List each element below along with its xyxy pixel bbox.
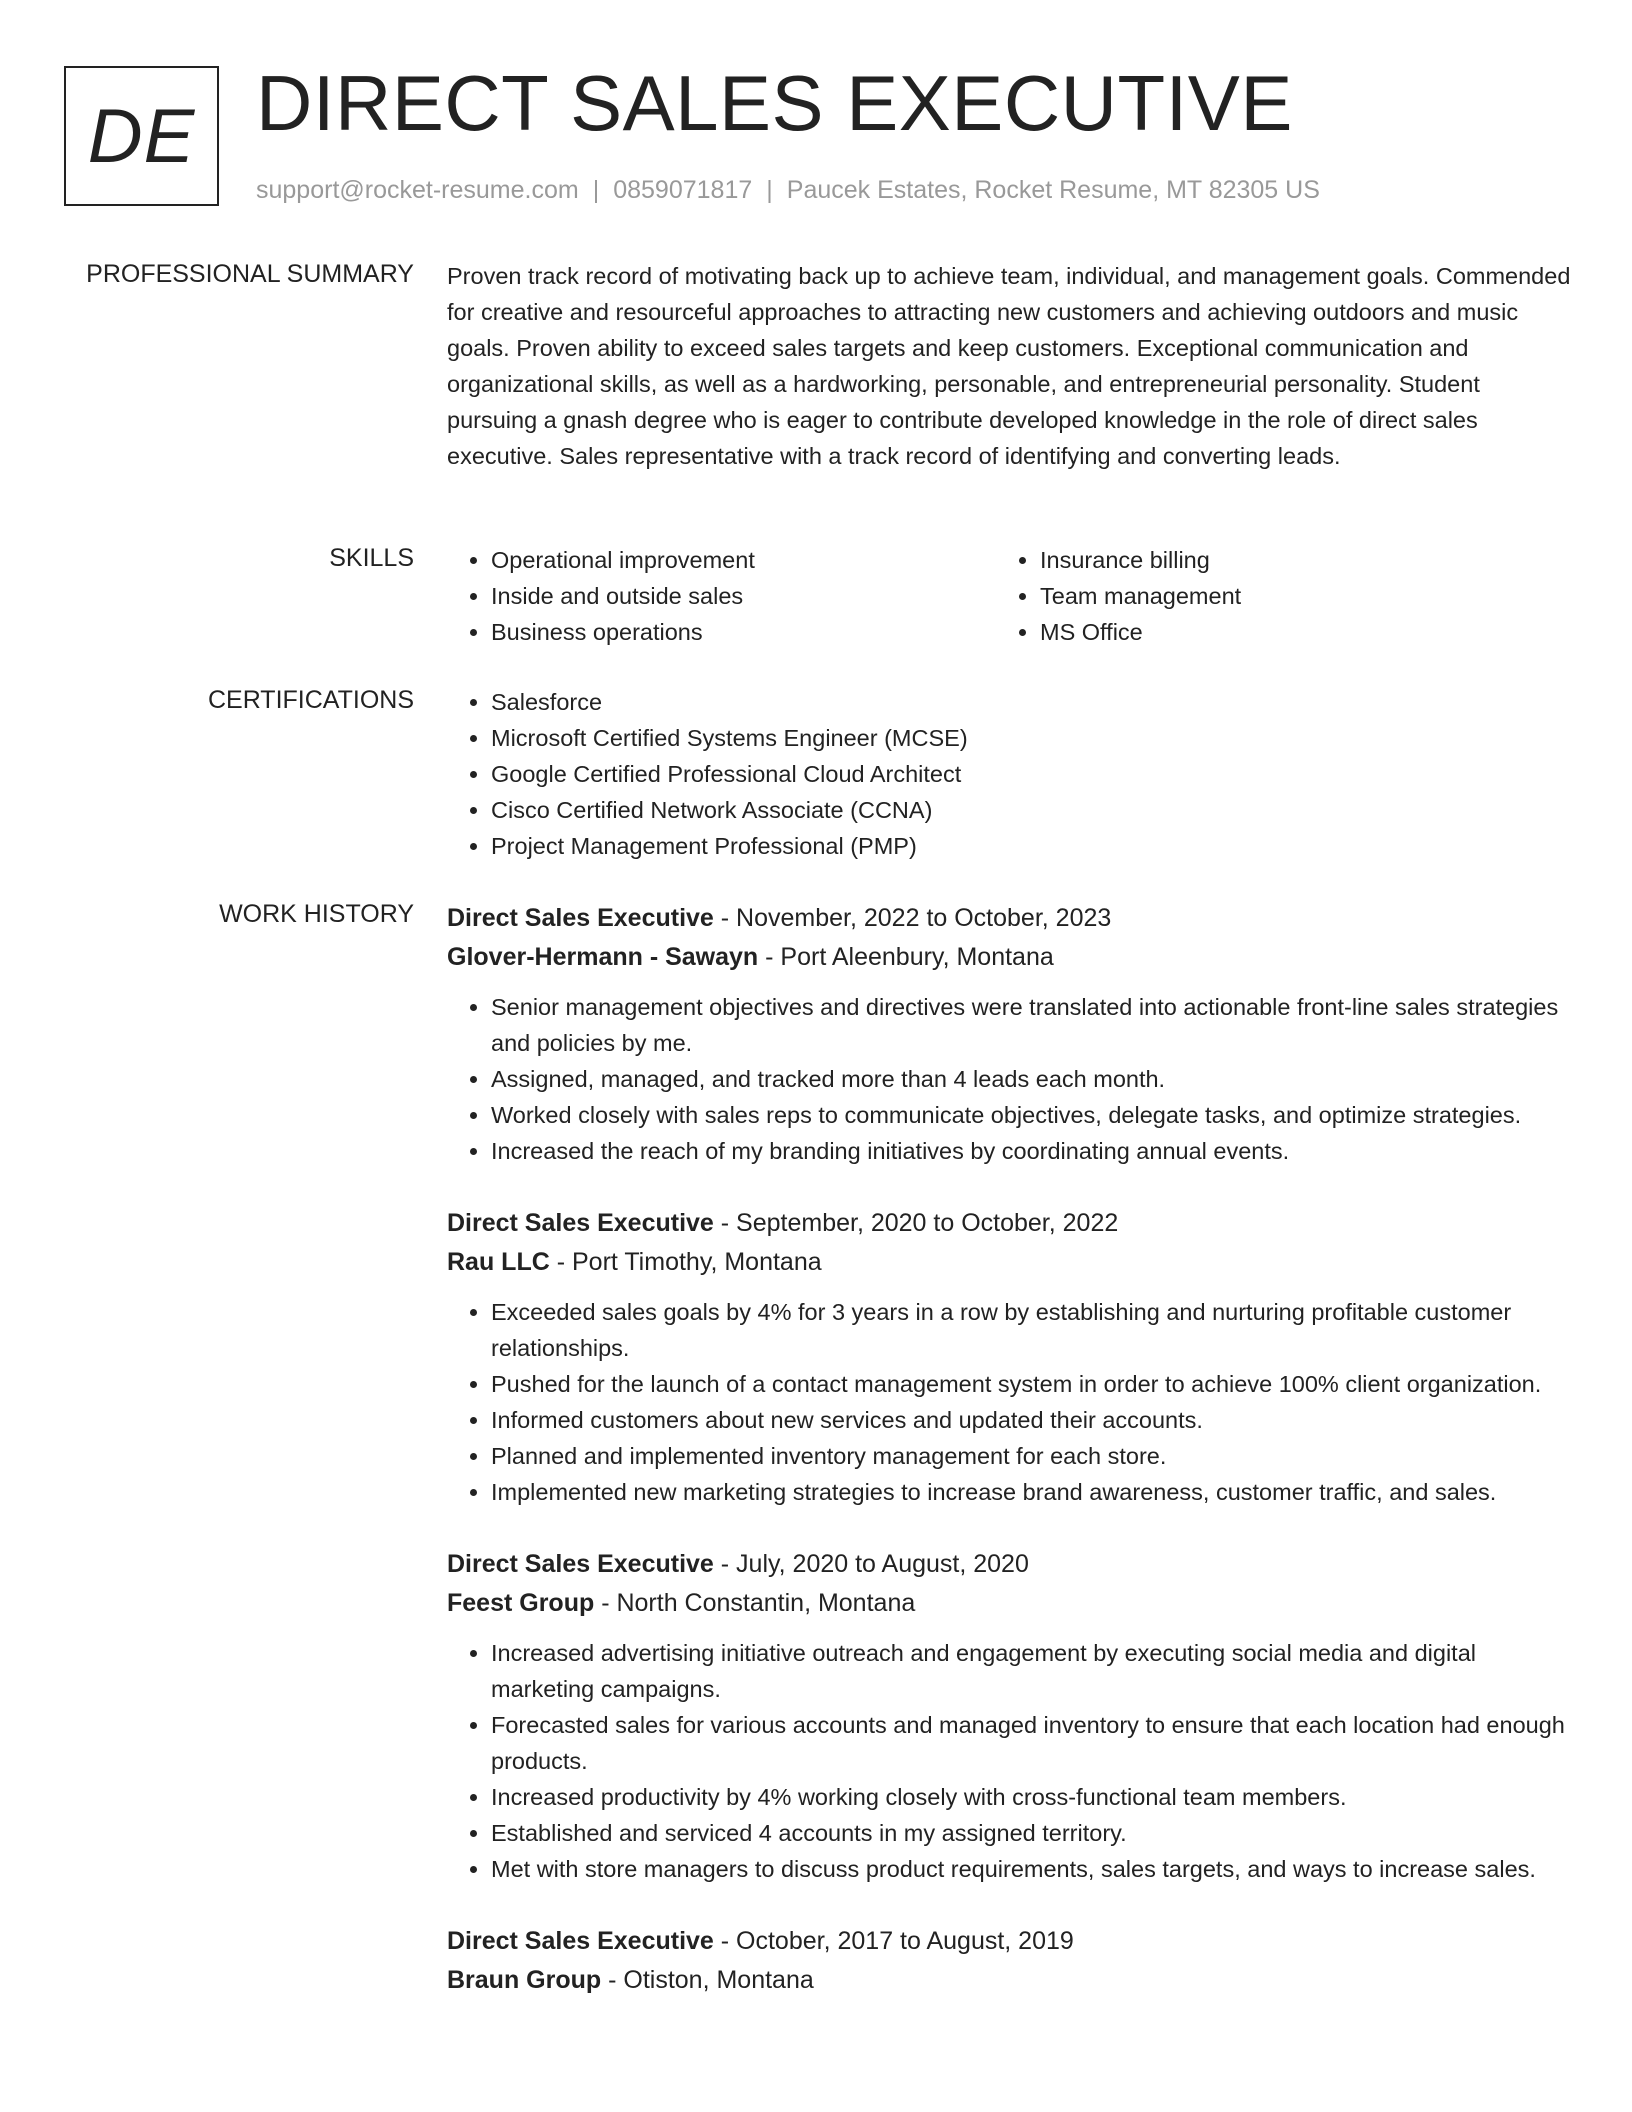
work-history-body bbox=[447, 898, 1572, 2033]
job-company: Rau LLC bbox=[447, 1248, 550, 1276]
job-entry bbox=[447, 1203, 1572, 1510]
list-item: • Business operations bbox=[491, 614, 996, 650]
list-item: • Google Certified Professional Cloud Architect bbox=[491, 756, 1572, 792]
job-entry bbox=[447, 898, 1572, 1169]
skills-list-col1 bbox=[447, 542, 996, 650]
list-item: • Team management bbox=[1040, 578, 1545, 614]
job-title: Direct Sales Executive bbox=[447, 1927, 714, 1955]
job-company-line bbox=[447, 1584, 1572, 1622]
summary-body bbox=[447, 258, 1572, 474]
certifications-list bbox=[447, 684, 1572, 864]
job-location: - North Constantin, Montana bbox=[594, 1589, 916, 1617]
list-item: • MS Office bbox=[1040, 614, 1545, 650]
job-title-line bbox=[447, 1921, 1572, 1961]
monogram-initials: DE bbox=[87, 93, 196, 179]
job-entry bbox=[447, 1921, 1572, 1999]
job-title-line bbox=[447, 1203, 1572, 1243]
list-item: • Met with store managers to discuss product requirements, sales targets, and ways to increase sales. bbox=[491, 1851, 1572, 1887]
job-company-line bbox=[447, 1961, 1572, 1999]
job-dates: - October, 2017 to August, 2019 bbox=[713, 1927, 1074, 1955]
contact-address: Paucek Estates, Rocket Resume, MT 82305 US bbox=[786, 176, 1320, 204]
monogram-box bbox=[64, 66, 219, 206]
list-item: • Operational improvement bbox=[491, 542, 996, 578]
job-company-line bbox=[447, 938, 1572, 976]
job-company: Feest Group bbox=[447, 1589, 595, 1617]
contact-separator: | bbox=[766, 176, 773, 204]
job-location: - Otiston, Montana bbox=[601, 1966, 814, 1994]
list-item: • Pushed for the launch of a contact management system in order to achieve 100% client organization. bbox=[491, 1366, 1572, 1402]
job-bullets bbox=[447, 989, 1572, 1169]
list-item: • Established and serviced 4 accounts in my assigned territory. bbox=[491, 1815, 1572, 1851]
list-item: • Cisco Certified Network Associate (CCNA) bbox=[491, 792, 1572, 828]
section-label-certifications: CERTIFICATIONS bbox=[207, 686, 414, 714]
list-item: • Salesforce bbox=[491, 684, 1572, 720]
job-dates: - November, 2022 to October, 2023 bbox=[713, 904, 1112, 932]
section-label-work-history: WORK HISTORY bbox=[219, 900, 414, 928]
job-entry bbox=[447, 1544, 1572, 1887]
certifications-body bbox=[447, 684, 1572, 864]
job-company: Glover-Hermann - Sawayn bbox=[447, 943, 759, 971]
contact-phone: 0859071817 bbox=[613, 176, 753, 204]
job-dates: - September, 2020 to October, 2022 bbox=[713, 1209, 1119, 1237]
contact-separator: | bbox=[592, 176, 600, 204]
job-title-line bbox=[447, 1544, 1572, 1584]
job-title: Direct Sales Executive bbox=[447, 1550, 714, 1578]
job-title-line bbox=[447, 898, 1572, 938]
list-item: • Implemented new marketing strategies to increase brand awareness, customer traffic, and sales. bbox=[491, 1474, 1572, 1510]
list-item: • Planned and implemented inventory management for each store. bbox=[491, 1438, 1572, 1474]
list-item: • Project Management Professional (PMP) bbox=[491, 828, 1572, 864]
list-item: • Increased advertising initiative outreach and engagement by executing social media and digital marketing campaigns. bbox=[491, 1635, 1572, 1707]
list-item: • Worked closely with sales reps to communicate objectives, delegate tasks, and optimize strategies. bbox=[491, 1097, 1572, 1133]
list-item: • Increased productivity by 4% working closely with cross-functional team members. bbox=[491, 1779, 1572, 1815]
list-item: • Forecasted sales for various accounts and managed inventory to ensure that each location had enough products. bbox=[491, 1707, 1572, 1779]
job-dates: - July, 2020 to August, 2020 bbox=[713, 1550, 1029, 1578]
list-item: • Insurance billing bbox=[1040, 542, 1545, 578]
job-title: Direct Sales Executive bbox=[447, 1209, 714, 1237]
job-location: - Port Timothy, Montana bbox=[549, 1248, 822, 1276]
contact-email: support@rocket-resume.com bbox=[256, 176, 579, 204]
list-item: • Microsoft Certified Systems Engineer (MCSE) bbox=[491, 720, 1572, 756]
job-title: Direct Sales Executive bbox=[447, 904, 714, 932]
contact-line bbox=[256, 174, 1320, 206]
list-item: • Increased the reach of my branding initiatives by coordinating annual events. bbox=[491, 1133, 1572, 1169]
summary-text: Proven track record of motivating back up to achieve team, individual, and management goals. Commended for creative and resourceful approaches to attracting new customers and achieving outdoors and music goals. Proven ability to exceed sales targets and keep customers. Exceptional communication and organizational skills, as well as a hardworking, personable, and entrepreneurial personality. Student pursuing a gnash degree who is eager to contribute developed knowledge in the role of direct sales executive. Sales representative with a track record of identifying and converting leads. bbox=[447, 263, 1571, 469]
section-label-summary: PROFESSIONAL SUMMARY bbox=[86, 260, 414, 288]
list-item: • Informed customers about new services and updated their accounts. bbox=[491, 1402, 1572, 1438]
list-item: • Assigned, managed, and tracked more than 4 leads each month. bbox=[491, 1061, 1572, 1097]
list-item: • Inside and outside sales bbox=[491, 578, 996, 614]
section-label-skills: SKILLS bbox=[329, 544, 414, 572]
skills-grid bbox=[447, 542, 1572, 650]
resume-title: DIRECT SALES EXECUTIVE bbox=[256, 59, 1293, 147]
list-item: • Senior management objectives and directives were translated into actionable front-line sales strategies and policies by me. bbox=[491, 989, 1572, 1061]
list-item: • Exceeded sales goals by 4% for 3 years in a row by establishing and nurturing profitable customer relationships. bbox=[491, 1294, 1572, 1366]
job-bullets bbox=[447, 1635, 1572, 1887]
job-location: - Port Aleenbury, Montana bbox=[758, 943, 1054, 971]
job-bullets bbox=[447, 1294, 1572, 1510]
job-company-line bbox=[447, 1243, 1572, 1281]
skills-list-col2 bbox=[996, 542, 1545, 650]
job-company: Braun Group bbox=[447, 1966, 602, 1994]
